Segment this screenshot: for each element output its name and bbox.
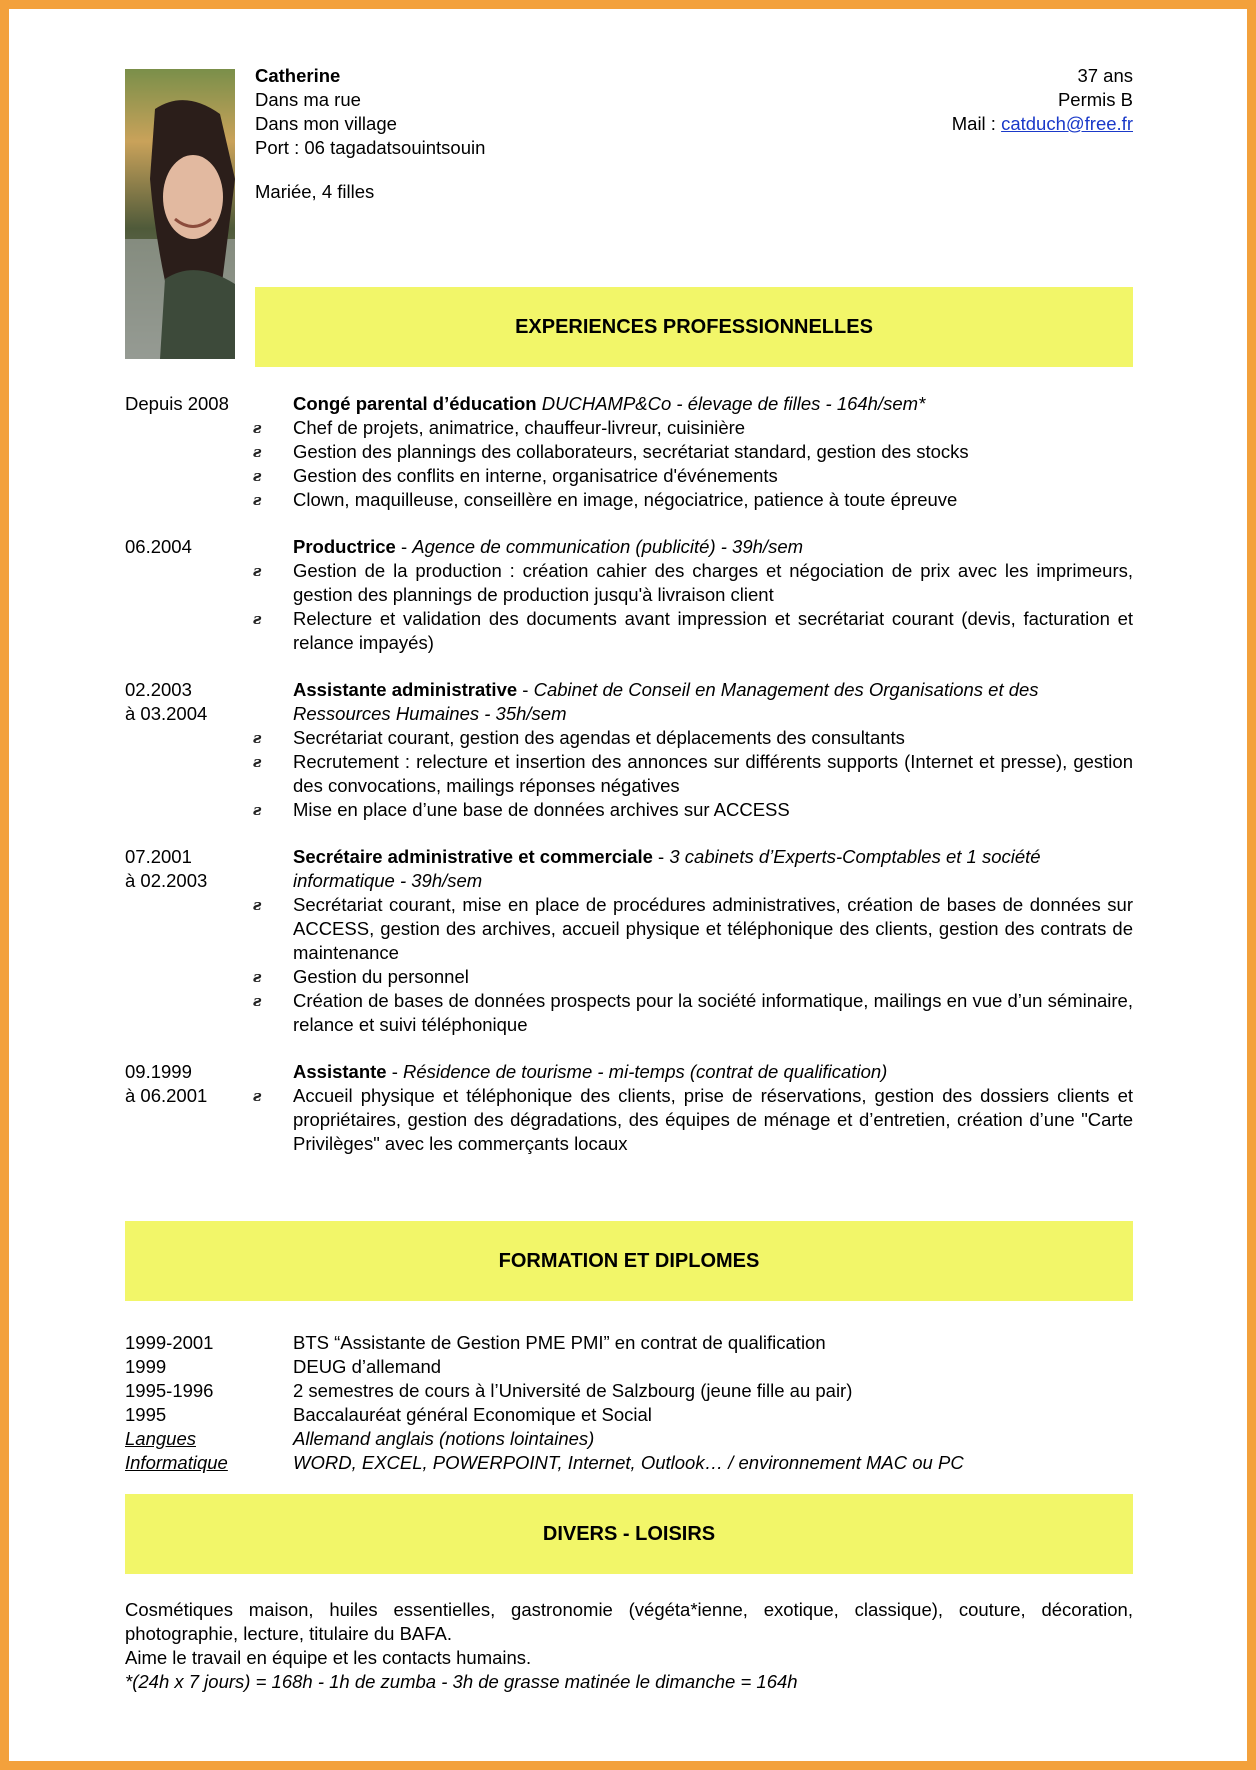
experience-dates: 06.2004 <box>125 536 192 557</box>
education-value: Allemand anglais (notions lointaines) <box>293 1428 595 1449</box>
experience-entry <box>125 678 1133 822</box>
education-row <box>125 1355 1133 1379</box>
bullet-icon: ƨ <box>253 753 262 771</box>
experience-body <box>253 678 1133 822</box>
job-details: 3 cabinets d’Experts-Comptables et 1 société informatique - 39h/sem <box>293 846 1041 891</box>
task-text: Accueil physique et téléphonique des clients, prise de réservations, gestion des dossiers clients et propriétaires, gestion des dégradations, des équipes de ménage et d’entretien, création d’une "Carte Privilèges" avec les commerçants locaux <box>293 1085 1133 1154</box>
task-item <box>253 464 1133 488</box>
contact-row-1 <box>255 64 1133 88</box>
candidate-age: 37 ans <box>1077 65 1133 86</box>
experience-heading <box>293 678 1133 726</box>
bullet-icon: ƨ <box>253 1087 262 1105</box>
task-item <box>253 798 1133 822</box>
job-details: DUCHAMP&Co - élevage de filles - 164h/sem* <box>536 393 926 414</box>
bullet-icon: ƨ <box>253 419 262 437</box>
task-text: Gestion de la production : création cahier des charges et négociation de prix avec les imprimeurs, gestion des plannings de production jusqu'à livraison client <box>293 560 1133 605</box>
bullet-icon: ƨ <box>253 610 262 628</box>
education-value: WORD, EXCEL, POWERPOINT, Internet, Outlook… / environnement MAC ou PC <box>293 1452 964 1473</box>
contact-row-3 <box>255 112 1133 136</box>
task-list <box>253 559 1133 655</box>
job-details: Cabinet de Conseil en Management des Organisations et des Ressources Humaines - 35h/sem <box>293 679 1039 724</box>
task-item <box>253 750 1133 798</box>
task-item <box>253 416 1133 440</box>
experience-dates: 02.2003 à 03.2004 <box>125 679 208 724</box>
education-label: 1999 <box>125 1356 167 1377</box>
task-list <box>253 416 1133 512</box>
task-text: Gestion du personnel <box>293 966 469 987</box>
education-label: Informatique <box>125 1452 228 1473</box>
hobbies-section-title: DIVERS - LOISIRS <box>125 1494 1133 1574</box>
teamwork-text: Aime le travail en équipe et les contacts humains. <box>125 1647 532 1668</box>
task-item <box>253 440 1133 464</box>
profile-photo <box>125 69 235 359</box>
experience-dates: 09.1999 à 06.2001 <box>125 1061 208 1106</box>
bullet-icon: ƨ <box>253 968 262 986</box>
task-list <box>253 726 1133 822</box>
hobbies-block <box>125 1598 1133 1694</box>
education-row <box>125 1403 1133 1427</box>
education-value: 2 semestres de cours à l’Université de Salzbourg (jeune fille au pair) <box>293 1380 853 1401</box>
education-row <box>125 1451 1133 1475</box>
address-line-2: Dans mon village <box>255 113 397 134</box>
experience-dates: 07.2001 à 02.2003 <box>125 846 208 891</box>
education-label: 1995-1996 <box>125 1380 214 1401</box>
education-value: Baccalauréat général Economique et Social <box>293 1404 652 1425</box>
task-item <box>253 559 1133 607</box>
task-item <box>253 893 1133 965</box>
experience-heading <box>293 392 1133 416</box>
task-text: Création de bases de données prospects pour la société informatique, mailings en vue d’un séminaire, relance et suivi téléphonique <box>293 990 1133 1035</box>
bullet-icon: ƨ <box>253 896 262 914</box>
mail-label: Mail : <box>951 113 1002 134</box>
job-separator: - <box>395 536 413 557</box>
hobbies-text: Cosmétiques maison, huiles essentielles, gastronomie (végéta*ienne, exotique, classique), couture, décoration, photographie, lecture, titulaire du BAFA. <box>125 1599 1133 1644</box>
experience-entry <box>125 1060 1133 1156</box>
task-text: Secrétariat courant, mise en place de procédures administratives, création de bases de données sur ACCESS, gestion des archives, accueil physique et téléphonique des clients, gestion des contrats de maintenance <box>293 894 1133 963</box>
task-text: Clown, maquilleuse, conseillère en image, négociatrice, patience à toute épreuve <box>293 489 958 510</box>
task-item <box>253 488 1133 512</box>
job-title: Assistante <box>293 1061 387 1082</box>
job-separator: - <box>652 846 670 867</box>
task-text: Gestion des conflits en interne, organisatrice d'événements <box>293 465 778 486</box>
education-value: DEUG d’allemand <box>293 1356 442 1377</box>
task-text: Gestion des plannings des collaborateurs, secrétariat standard, gestion des stocks <box>293 441 969 462</box>
bullet-icon: ƨ <box>253 443 262 461</box>
task-text: Chef de projets, animatrice, chauffeur-livreur, cuisinière <box>293 417 746 438</box>
bullet-icon: ƨ <box>253 562 262 580</box>
education-value: BTS “Assistante de Gestion PME PMI” en contrat de qualification <box>293 1332 826 1353</box>
experience-heading <box>293 1060 1133 1084</box>
job-title: Assistante administrative <box>293 679 518 700</box>
task-text: Relecture et validation des documents avant impression et secrétariat courant (devis, facturation et relance impayés) <box>293 608 1133 653</box>
education-section-title: FORMATION ET DIPLOMES <box>125 1221 1133 1301</box>
job-details: Agence de communication (publicité) - 39h/sem <box>412 536 804 557</box>
education-row <box>125 1331 1133 1355</box>
address-line-1: Dans ma rue <box>255 89 361 110</box>
bullet-icon: ƨ <box>253 729 262 747</box>
task-item <box>253 1084 1133 1156</box>
phone: Port : 06 tagadatsouintsouin <box>255 137 486 158</box>
contact-row-2 <box>255 88 1133 112</box>
contact-row-4 <box>255 136 1133 160</box>
experience-body <box>253 1060 1133 1156</box>
experience-list <box>125 392 1133 1179</box>
education-row <box>125 1379 1133 1403</box>
bullet-icon: ƨ <box>253 992 262 1010</box>
experience-body <box>253 392 1133 512</box>
task-item <box>253 965 1133 989</box>
task-text: Mise en place d’une base de données archives sur ACCESS <box>293 799 790 820</box>
job-title: Secrétaire administrative et commerciale <box>293 846 653 867</box>
education-label: Langues <box>125 1428 196 1449</box>
candidate-name: Catherine <box>255 65 341 86</box>
education-list <box>125 1331 1133 1475</box>
education-row <box>125 1427 1133 1451</box>
task-list <box>253 1084 1133 1156</box>
experience-heading <box>293 535 1133 559</box>
task-text: Secrétariat courant, gestion des agendas et déplacements des consultants <box>293 727 905 748</box>
bullet-icon: ƨ <box>253 467 262 485</box>
mail <box>952 112 1133 136</box>
job-title: Congé parental d’éducation <box>293 393 537 414</box>
experience-entry <box>125 845 1133 1037</box>
task-item <box>253 607 1133 655</box>
experience-dates: Depuis 2008 <box>125 393 229 414</box>
experience-heading <box>293 845 1133 893</box>
driving-license: Permis B <box>1057 89 1133 110</box>
contact-block <box>255 64 1133 204</box>
marital-status: Mariée, 4 filles <box>255 181 375 202</box>
mail-link[interactable]: catduch@free.fr <box>1001 113 1133 134</box>
task-text: Recrutement : relecture et insertion des annonces sur différents supports (Internet et presse), gestion des convocations, mailings réponses négatives <box>293 751 1133 796</box>
experience-body <box>253 535 1133 655</box>
education-label: 1999-2001 <box>125 1332 214 1353</box>
footnote: *(24h x 7 jours) = 168h - 1h de zumba - 3h de grasse matinée le dimanche = 164h <box>125 1671 798 1692</box>
bullet-icon: ƨ <box>253 801 262 819</box>
experience-section-title: EXPERIENCES PROFESSIONNELLES <box>255 287 1133 367</box>
task-list <box>253 893 1133 1037</box>
education-label: 1995 <box>125 1404 167 1425</box>
experience-entry <box>125 392 1133 512</box>
task-item <box>253 989 1133 1037</box>
job-title: Productrice <box>293 536 396 557</box>
bullet-icon: ƨ <box>253 491 262 509</box>
job-separator: - <box>517 679 534 700</box>
experience-entry <box>125 535 1133 655</box>
job-details: Résidence de tourisme - mi-temps (contrat de qualification) <box>403 1061 888 1082</box>
experience-body <box>253 845 1133 1037</box>
task-item <box>253 726 1133 750</box>
job-separator: - <box>386 1061 404 1082</box>
